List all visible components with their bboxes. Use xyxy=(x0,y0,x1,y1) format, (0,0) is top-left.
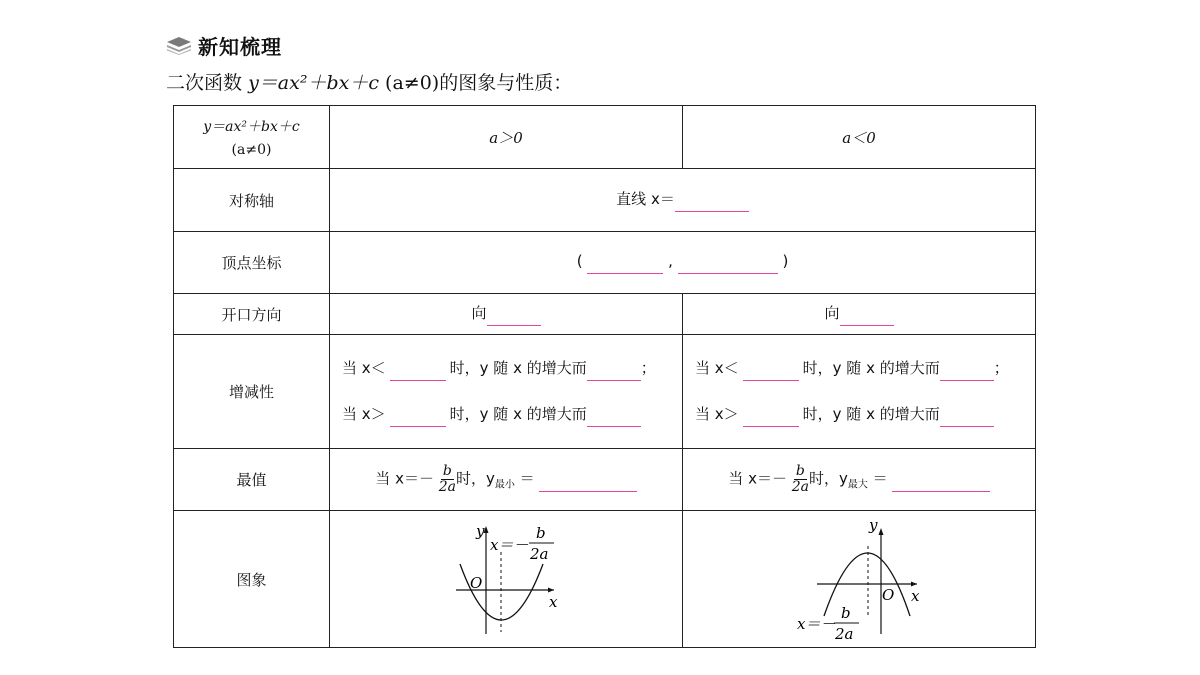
vertex-y-blank[interactable] xyxy=(678,255,778,274)
extreme-neg-eq: ＝ xyxy=(872,470,888,488)
graph-pos-cell xyxy=(330,511,683,648)
extreme-pos-num: b xyxy=(442,463,452,480)
intro-condition: (a≠0) xyxy=(385,72,440,94)
neg-axis-eq: x＝－ xyxy=(797,614,836,633)
monotonic-pos-line1-blank2[interactable] xyxy=(587,362,641,381)
upward-parabola-graph xyxy=(330,512,683,647)
monotonic-pos-line2-blank2[interactable] xyxy=(587,408,641,427)
properties-table xyxy=(173,105,1036,648)
monotonic-neg-line2-a: 当 x＞ xyxy=(695,404,739,423)
monotonic-neg-line1 xyxy=(683,357,1035,381)
monotonic-pos-line2-blank1[interactable] xyxy=(390,408,446,427)
monotonic-neg-line2-blank1[interactable] xyxy=(743,408,799,427)
extreme-neg-cell xyxy=(683,449,1036,511)
header-condition: (a≠0) xyxy=(231,142,272,158)
monotonic-neg-cell xyxy=(683,335,1036,449)
extreme-row xyxy=(174,449,1036,511)
opening-pos-text: 向 xyxy=(471,304,487,322)
intro-suffix: 的图象与性质： xyxy=(439,72,573,94)
axis-row xyxy=(174,169,1036,232)
monotonic-neg-line1-blank1[interactable] xyxy=(743,362,799,381)
header-row xyxy=(174,106,1036,169)
neg-y-label: y xyxy=(869,515,878,534)
extreme-pos-cell xyxy=(330,449,683,511)
extreme-neg-b: 时，y xyxy=(809,470,848,488)
axis-label: 对称轴 xyxy=(174,169,330,232)
monotonic-label: 增减性 xyxy=(174,335,330,449)
extreme-pos-b: 时，y xyxy=(456,470,495,488)
downward-parabola-graph xyxy=(683,512,1036,647)
monotonic-pos-line2-b: 时，y 随 x 的增大而 xyxy=(449,404,587,423)
monotonic-pos-cell xyxy=(330,335,683,449)
vertex-cell xyxy=(330,232,1036,294)
header-formula: y＝ax²＋bx＋c xyxy=(203,119,300,135)
extreme-label: 最值 xyxy=(174,449,330,511)
vertex-comma: , xyxy=(668,251,673,270)
monotonic-pos-line1 xyxy=(330,357,682,381)
monotonic-row xyxy=(174,335,1036,449)
neg-x-arrow xyxy=(911,581,917,586)
intro-prefix: 二次函数 xyxy=(166,72,243,94)
monotonic-pos-line1-blank1[interactable] xyxy=(390,362,446,381)
vertex-x-blank[interactable] xyxy=(587,255,663,274)
monotonic-neg-line2-b: 时，y 随 x 的增大而 xyxy=(802,404,940,423)
extreme-neg-fraction xyxy=(792,464,809,494)
monotonic-neg-line2 xyxy=(683,403,1035,427)
intro-formula: y＝ax²＋bx＋c xyxy=(248,72,379,94)
opening-neg-text: 向 xyxy=(824,304,840,322)
header-a-negative: a＜0 xyxy=(683,106,1036,169)
extreme-pos-blank[interactable] xyxy=(539,473,637,492)
extreme-pos-sub: 最小 xyxy=(494,480,515,491)
extreme-neg-num: b xyxy=(795,463,805,480)
neg-x-label: x xyxy=(911,586,920,605)
extreme-pos-a: 当 x＝－ xyxy=(375,470,434,488)
opening-pos-blank[interactable] xyxy=(487,307,541,326)
pos-x-label: x xyxy=(549,592,558,611)
pos-axis-den: 2a xyxy=(530,544,549,563)
pos-axis-num: b xyxy=(536,523,546,542)
opening-label: 开口方向 xyxy=(174,294,330,335)
vertex-close-paren: ) xyxy=(782,251,789,270)
intro-line xyxy=(166,68,572,95)
vertex-row xyxy=(174,232,1036,294)
vertex-open-paren: ( xyxy=(576,251,583,270)
monotonic-pos-line2-a: 当 x＞ xyxy=(342,404,386,423)
pos-x-arrow xyxy=(548,587,554,592)
neg-y-arrow xyxy=(879,528,884,535)
graph-neg-cell xyxy=(683,511,1036,648)
monotonic-neg-line2-blank2[interactable] xyxy=(940,408,994,427)
extreme-neg-den: 2a xyxy=(791,479,809,495)
monotonic-pos-line1-end: ； xyxy=(640,358,656,377)
extreme-neg-blank[interactable] xyxy=(892,473,990,492)
graph-label: 图象 xyxy=(174,511,330,648)
pos-axis-eq: x＝－ xyxy=(490,535,529,554)
opening-row xyxy=(174,294,1036,335)
monotonic-neg-line1-a: 当 x＜ xyxy=(695,358,739,377)
stack-layers-icon xyxy=(166,35,192,55)
opening-pos-cell xyxy=(330,294,683,335)
axis-cell xyxy=(330,169,1036,232)
extreme-neg-a: 当 x＝－ xyxy=(728,470,787,488)
monotonic-neg-line1-blank2[interactable] xyxy=(940,362,994,381)
extreme-pos-fraction xyxy=(439,464,456,494)
pos-y-label: y xyxy=(476,521,485,540)
pos-origin-label: O xyxy=(470,573,483,592)
axis-text: 直线 x＝ xyxy=(616,190,675,208)
graph-row xyxy=(174,511,1036,648)
neg-axis-den: 2a xyxy=(835,624,854,643)
monotonic-pos-line1-b: 时，y 随 x 的增大而 xyxy=(449,358,587,377)
monotonic-neg-line1-b: 时，y 随 x 的增大而 xyxy=(802,358,940,377)
extreme-neg-sub: 最大 xyxy=(847,480,868,491)
header-function-cell xyxy=(174,106,330,169)
monotonic-pos-line2 xyxy=(330,403,682,427)
monotonic-neg-line1-end: ； xyxy=(993,358,1009,377)
section-title: 新知梳理 xyxy=(198,34,282,59)
header-a-positive: a＞0 xyxy=(330,106,683,169)
opening-neg-cell xyxy=(683,294,1036,335)
monotonic-pos-line1-a: 当 x＜ xyxy=(342,358,386,377)
extreme-pos-eq: ＝ xyxy=(519,470,535,488)
vertex-label: 顶点坐标 xyxy=(174,232,330,294)
opening-neg-blank[interactable] xyxy=(840,307,894,326)
neg-axis-num: b xyxy=(841,603,851,622)
neg-origin-label: O xyxy=(882,585,895,604)
section-heading xyxy=(166,31,282,59)
extreme-pos-den: 2a xyxy=(438,479,456,495)
axis-blank[interactable] xyxy=(675,193,749,212)
